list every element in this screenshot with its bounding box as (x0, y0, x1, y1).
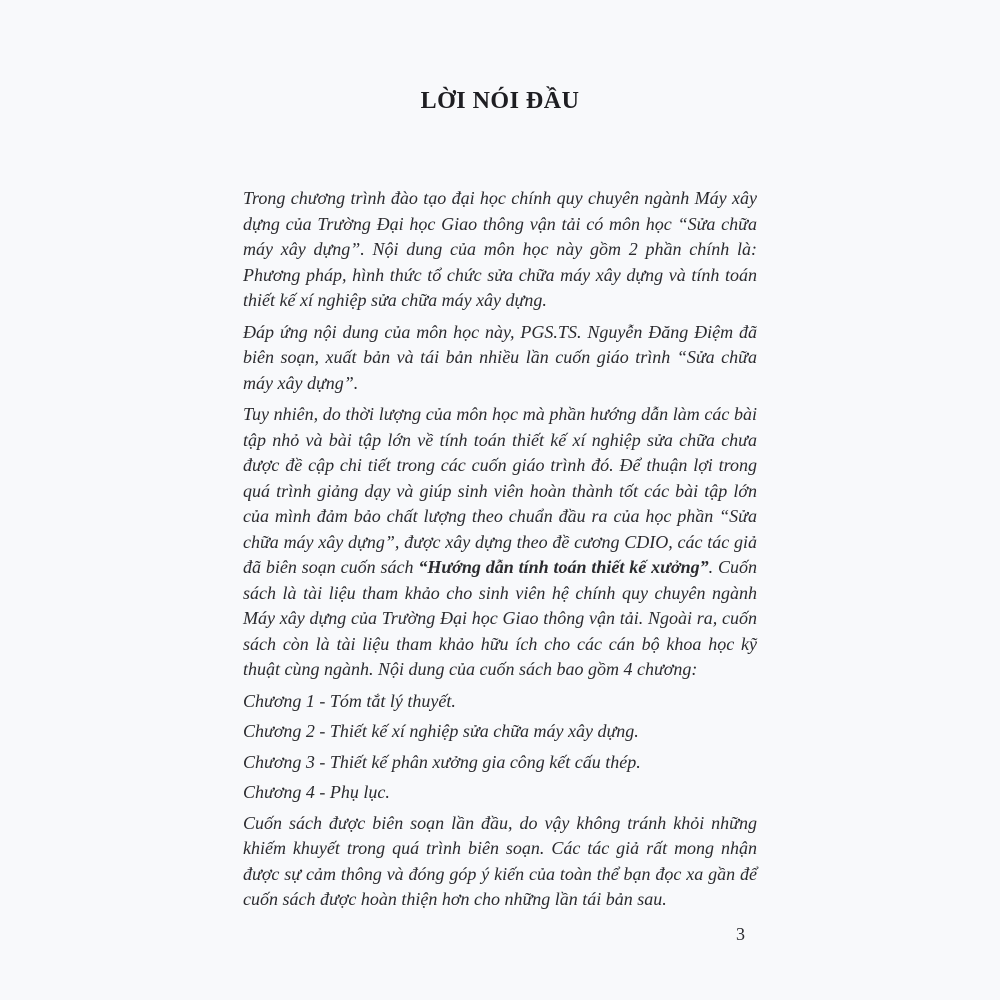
chapter-item-4: Chương 4 - Phụ lục. (243, 782, 390, 802)
chapter-item-3: Chương 3 - Thiết kế phân xưởng gia công kết cấu thép. (243, 751, 641, 772)
paragraph-3 (243, 402, 757, 683)
chapter-item-1: Chương 1 - Tóm tắt lý thuyết. (243, 690, 456, 711)
paragraph-1: Trong chương trình đào tạo đại học chính quy chuyên ngành Máy xây dựng của Trường Đại học Giao thông vận tải có môn học “Sửa chữa máy xây dựng”. Nội dung của môn học này gồm 2 phần chính là: Phương pháp, hình thức tổ chức sửa chữa máy xây dựng và tính toán thiết kế xí nghiệp sửa chữa máy xây dựng. (243, 188, 757, 310)
paragraph-3-text-start: Tuy nhiên, do thời lượng của môn học mà phần hướng dẫn làm các bài tập nhỏ và bài tập lớn về tính toán thiết kế xí nghiệp sửa chữa chưa được đề cập chi tiết trong các cuốn giáo trình đó. Để thuận lợi trong quá trình giảng dạy và giúp sinh viên hoàn thành tốt các bài tập lớn của mình đảm bảo chất lượng theo chuẩn đầu ra của học phần “Sửa chữa máy xây dựng”, được xây dựng theo đề cương CDIO, các tác giả đã biên soạn cuốn sách (243, 404, 757, 577)
preface-body (243, 186, 757, 919)
paragraph-2: Đáp ứng nội dung của môn học này, PGS.TS. Nguyễn Đăng Điệm đã biên soạn, xuất bản và tái bản nhiều lần cuốn giáo trình “Sửa chữa máy xây dựng”. (243, 321, 757, 393)
chapter-item-2: Chương 2 - Thiết kế xí nghiệp sửa chữa máy xây dựng. (243, 721, 639, 741)
page-number: 3 (736, 924, 745, 944)
book-title-emphasis: “Hướng dẫn tính toán thiết kế xưởng” (418, 557, 709, 577)
page-title: LỜI NÓI ĐẦU (420, 88, 580, 114)
paragraph-4: Cuốn sách được biên soạn lần đầu, do vậy không tránh khỏi những khiếm khuyết trong quá trình biên soạn. Các tác giả rất mong nhận được sự cảm thông và đóng góp ý kiến của toàn thể bạn đọc xa gần để cuốn sách được hoàn thiện hơn cho những lần tái bản sau. (243, 812, 757, 909)
paragraph-3-text-end: . Cuốn sách là tài liệu tham khảo cho sinh viên hệ chính quy chuyên ngành Máy xây dựng của Trường Đại học Giao thông vận tải. Ngoài ra, cuốn sách còn là tài liệu tham khảo hữu ích cho các cán bộ khoa học kỹ thuật cùng ngành. Nội dung của cuốn sách bao gồm 4 chương: (243, 557, 757, 679)
